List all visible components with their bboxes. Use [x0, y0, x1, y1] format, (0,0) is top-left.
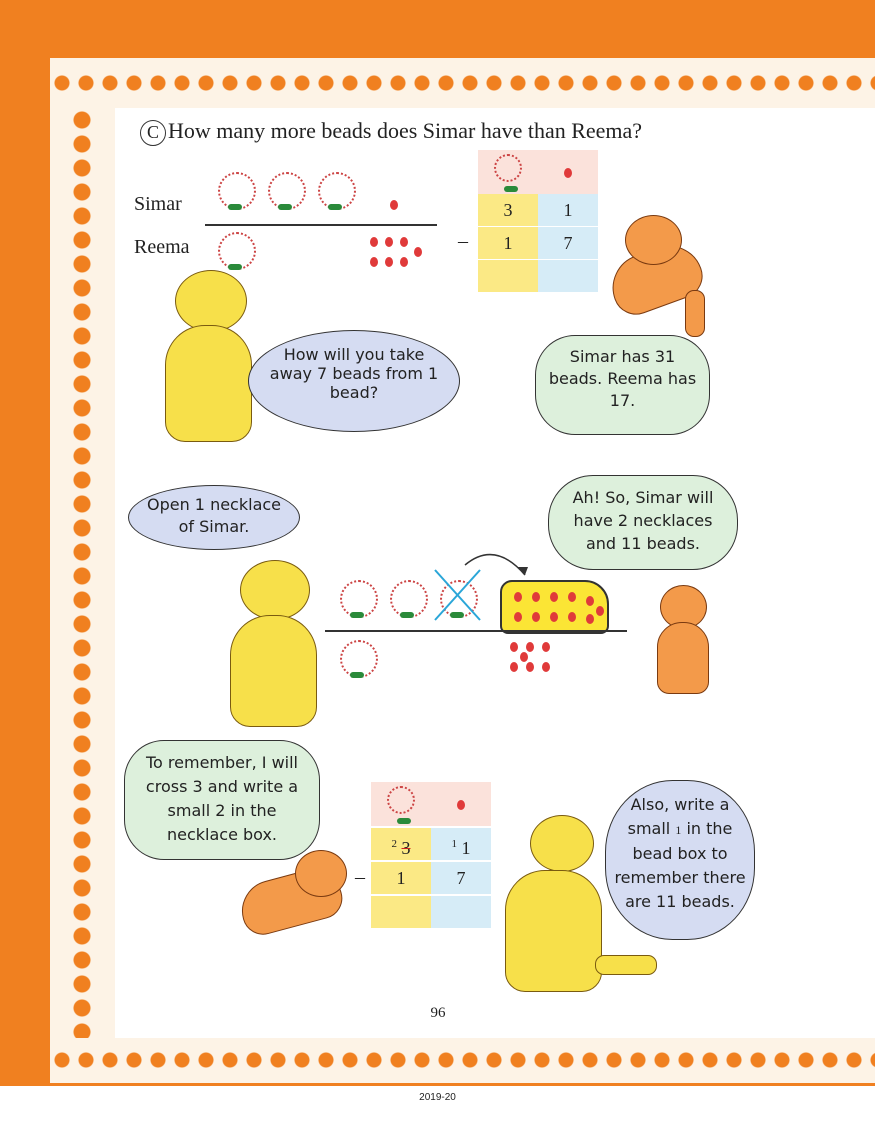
bubble-text: How will you take away 7 beads from 1 bead? [269, 345, 439, 402]
necklace-icon [387, 786, 415, 814]
ones-digit: 1 [461, 838, 471, 858]
bead-icon [550, 612, 558, 622]
table2-answer-ones[interactable] [431, 896, 491, 928]
bead-icon [400, 237, 408, 247]
simar-label: Simar [134, 193, 182, 215]
bead-icon [586, 614, 594, 624]
bead-icon [526, 662, 534, 672]
bead-icon [586, 596, 594, 606]
bead-icon [568, 612, 576, 622]
bead-icon [510, 662, 518, 672]
table1-r2-tens: 1 [478, 227, 538, 259]
necklace-icon [218, 172, 256, 210]
reema-label: Reema [134, 236, 190, 258]
necklace-icon [268, 172, 306, 210]
bead-icon [550, 592, 558, 602]
bead-icon [596, 606, 604, 616]
necklace-icon [218, 232, 256, 270]
table2-header-necklace [371, 782, 431, 826]
bead-icon [400, 257, 408, 267]
bubble-small-number: 1 [675, 823, 682, 837]
table1-r1-tens: 3 [478, 194, 538, 226]
table2-header-bead [431, 782, 491, 826]
bubble-text: Simar has 31 beads. Reema has 17. [548, 347, 697, 410]
question-text: How many more beads does Simar have than Reema? [168, 118, 643, 143]
minus-sign-2: – [355, 866, 365, 888]
bead-icon [385, 237, 393, 247]
small-ones-digit: 1 [451, 838, 457, 850]
speech-bubble-take-away [248, 330, 460, 432]
bead-icon [542, 642, 550, 652]
bubble-text: Also, write a small [627, 795, 730, 838]
bead-icon [526, 642, 534, 652]
bubble-text: in the bead box to remember there are 11 beads. [614, 819, 746, 911]
bead-icon [514, 612, 522, 622]
bottom-orange-line [0, 1083, 875, 1086]
bead-icon [370, 237, 378, 247]
divider-line-1 [205, 224, 437, 226]
bead-icon [514, 592, 522, 602]
page-number: 96 [418, 1005, 458, 1027]
bead-icon [532, 592, 540, 602]
thought-bubble-remember [124, 740, 320, 860]
table2-r2-tens: 1 [371, 862, 431, 894]
bead-icon [532, 612, 540, 622]
table1-r2-ones: 7 [538, 227, 598, 259]
table1-answer-tens[interactable] [478, 260, 538, 292]
bead-icon [564, 168, 572, 178]
bead-icon [520, 652, 528, 662]
necklace-icon [494, 154, 522, 182]
bead-icon [542, 662, 550, 672]
question-title [140, 118, 642, 146]
table1-header-bead [538, 150, 598, 194]
bubble-text: To remember, I will cross 3 and write a small 2 in the necklace box. [145, 753, 299, 844]
left-orange-band [0, 0, 50, 1085]
bubble-text: Open 1 necklace of Simar. [146, 495, 282, 536]
crossed-tens-digit: 3 [401, 838, 411, 858]
decorative-border-bottom [50, 1038, 875, 1083]
table2-r1-ones [431, 828, 491, 860]
thought-bubble-necklaces [548, 475, 738, 570]
beads-cheese-box [500, 580, 609, 634]
necklace-icon [340, 580, 378, 618]
decorative-border-left [50, 108, 115, 1038]
necklace-icon [340, 640, 378, 678]
bead-icon [370, 257, 378, 267]
footer-year: 2019-20 [419, 1092, 456, 1103]
necklace-icon [390, 580, 428, 618]
table2-r1-tens [371, 828, 431, 860]
necklace-icon [318, 172, 356, 210]
table2-r2-ones: 7 [431, 862, 491, 894]
minus-sign-1: – [458, 230, 468, 252]
table2-answer-tens[interactable] [371, 896, 431, 928]
table1-answer-ones[interactable] [538, 260, 598, 292]
bead-icon [568, 592, 576, 602]
bead-icon [414, 247, 422, 257]
section-marker: C [140, 120, 166, 146]
bead-icon [385, 257, 393, 267]
speech-bubble-open-necklace [128, 485, 300, 550]
bead-icon [457, 800, 465, 810]
top-orange-band [0, 0, 875, 58]
speech-bubble-small-one [605, 780, 755, 940]
decorative-border-top [50, 58, 875, 108]
bubble-text: Ah! So, Simar will have 2 necklaces and 11 beads. [572, 488, 714, 553]
bead-icon [390, 200, 398, 210]
small-tens-digit: 2 [391, 838, 397, 850]
table1-r1-ones: 1 [538, 194, 598, 226]
divider-line-2 [325, 630, 627, 632]
table1-header-necklace [478, 150, 538, 194]
bead-icon [510, 642, 518, 652]
thought-bubble-counts [535, 335, 710, 435]
